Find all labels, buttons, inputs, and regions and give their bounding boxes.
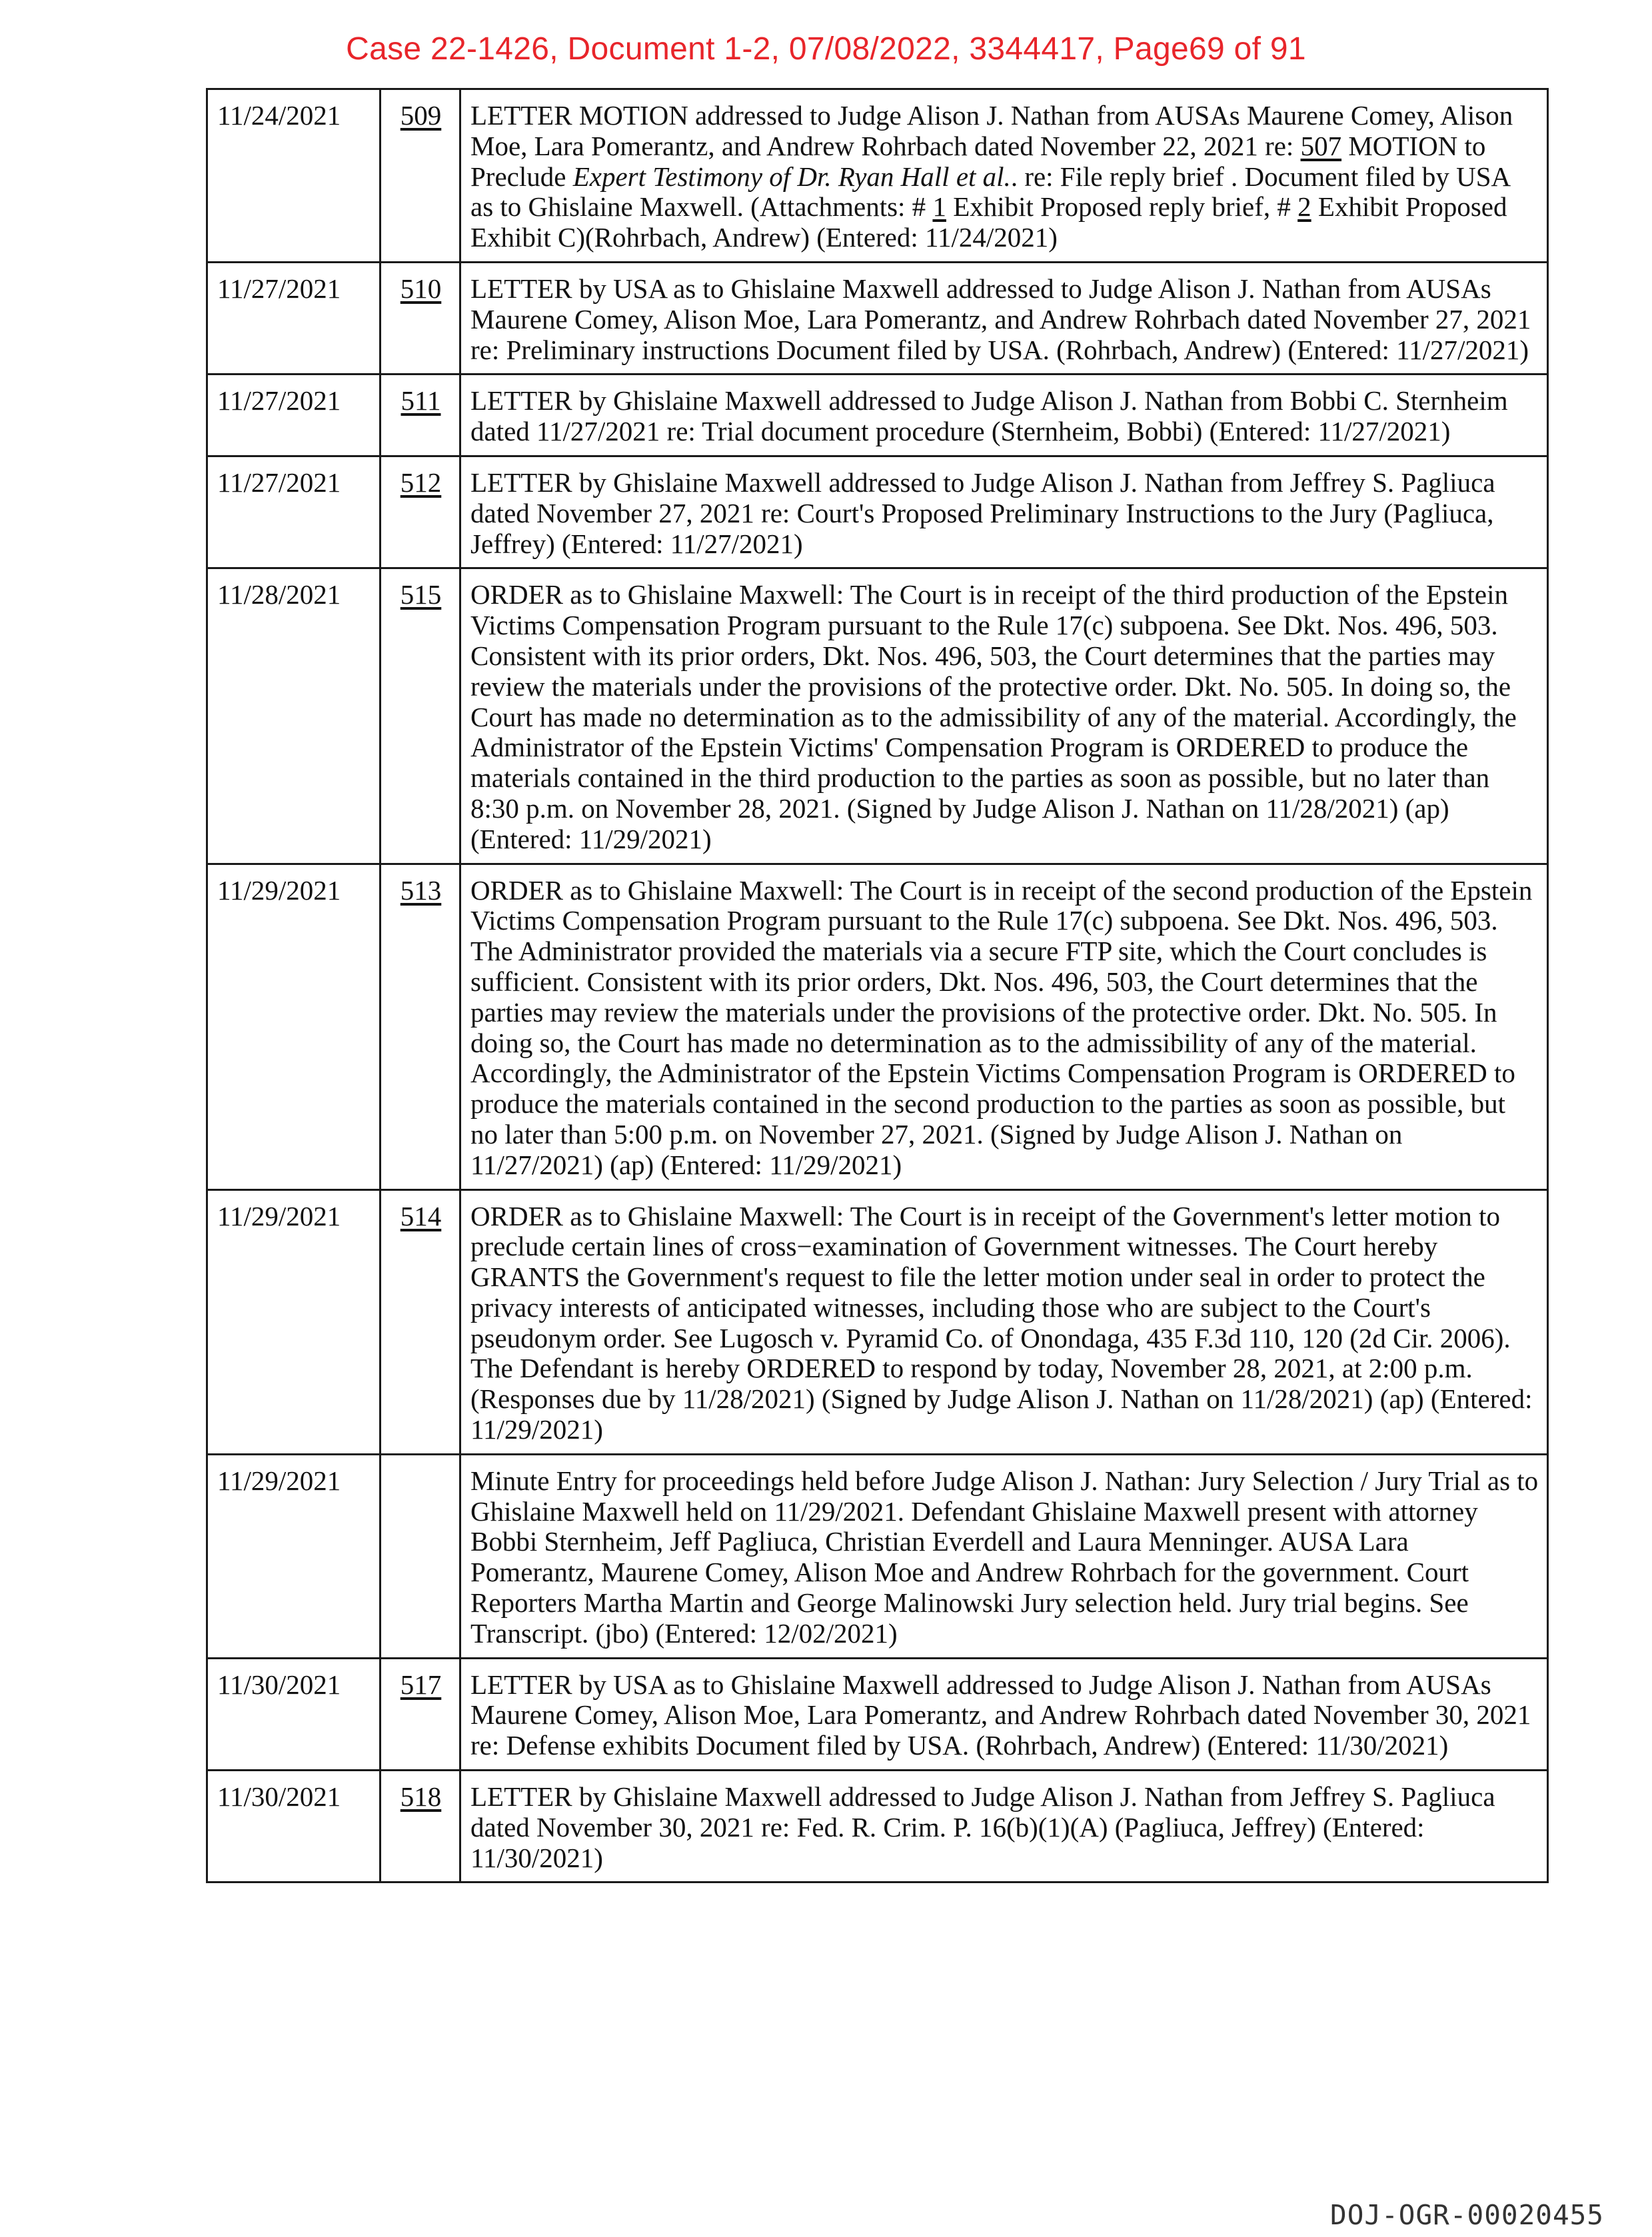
docket-number-link[interactable]: 509 [400, 100, 442, 131]
entry-italic-text: Expert Testimony of Dr. Ryan Hall et al. [572, 161, 1011, 192]
entry-date: 11/29/2021 [207, 1189, 381, 1454]
entry-date: 11/24/2021 [207, 89, 381, 263]
entry-text: Minute Entry for proceedings held before Judge Alison J. Nathan: Jury Selection / Jury Trial as to Ghislaine Maxwell held on 11/29/2021. Defendant Ghislaine Maxwell present with attorney Bobbi Sternheim, Jeff Pagliuca, Christian Everdell and Laura Menninger. AUSA Lara Pomerantz, Maurene Comey, Alison Moe and Andrew Rohrbach for the government. Court Reporters Martha Martin and George Malinowski Jury selection held. Jury trial begins. See Transcript. (jbo) (Entered: 12/02/2021) [460, 1454, 1548, 1658]
entry-date: 11/28/2021 [207, 568, 381, 864]
entry-date: 11/30/2021 [207, 1771, 381, 1882]
docket-number-link[interactable]: 517 [400, 1669, 442, 1700]
entry-text: ORDER as to Ghislaine Maxwell: The Court is in receipt of the third production of the Epstein Victims Compensation Program pursuant to the Rule 17(c) subpoena. See Dkt. Nos. 496, 503. Consistent with its prior orders, Dkt. Nos. 496, 503, the Court determines that the parties may review the materials under the provisions of the protective order. Dkt. No. 505. In doing so, the Court has made no determination as to the admissibility of any of the material. Accordingly, the Administrator of the Epstein Victims' Compensation Program is ORDERED to produce the materials contained in the third production to the parties as soon as possible, but no later than 8:30 p.m. on November 28, 2021. (Signed by Judge Alison J. Nathan on 11/28/2021) (ap) (Entered: 11/29/2021) [460, 568, 1548, 864]
entry-text: ORDER as to Ghislaine Maxwell: The Court is in receipt of the second production of the Epstein Victims Compensation Program pursuant to the Rule 17(c) subpoena. See Dkt. Nos. 496, 503. The Administrator provided the materials via a secure FTP site, which the Court concludes is sufficient. Consistent with its prior orders, Dkt. Nos. 496, 503, the Court determines that the parties may review the materials under the provisions of the protective order. Dkt. No. 505. In doing so, the Court has made no determination as to the admissibility of any of the material. Accordingly, the Administrator of the Epstein Victims Compensation Program is ORDERED to produce the materials contained in the second production to the parties as soon as possible, but no later than 5:00 p.m. on November 27, 2021. (Signed by Judge Alison J. Nathan on 11/27/2021) (ap) (Entered: 11/29/2021) [460, 864, 1548, 1189]
docket-number-link[interactable]: 513 [400, 874, 442, 906]
entry-text: LETTER MOTION addressed to Judge Alison J. Nathan from AUSAs Maurene Comey, Alison Moe, Lara Pomerantz, and Andrew Rohrbach dated November 22, 2021 re: 507 MOTION to Preclude Expert Testimony of Dr. Ryan Hall et al.. re: File reply brief . Document filed by USA as to Ghislaine Maxwell. (Attachments: # 1 Exhibit Proposed reply brief, # 2 Exhibit Proposed Exhibit C)(Rohrbach, Andrew) (Entered: 11/24/2021) [460, 89, 1548, 263]
docket-row [207, 864, 1548, 1189]
entry-date: 11/27/2021 [207, 374, 381, 456]
bates-number: DOJ-OGR-00020455 [1330, 2199, 1604, 2231]
docket-table [206, 88, 1549, 1883]
docket-reference-link[interactable]: 507 [1300, 130, 1342, 161]
docket-number-link[interactable]: 518 [400, 1781, 442, 1813]
entry-text: LETTER by Ghislaine Maxwell addressed to Judge Alison J. Nathan from Jeffrey S. Pagliuca dated November 27, 2021 re: Court's Proposed Preliminary Instructions to the Jury (Pagliuca, Jeffrey) (Entered: 11/27/2021) [460, 456, 1548, 568]
entry-date: 11/27/2021 [207, 456, 381, 568]
docket-row [207, 374, 1548, 456]
docket-row [207, 1454, 1548, 1658]
docket-number-link[interactable]: 515 [400, 579, 442, 610]
attachment-link[interactable]: 2 [1297, 191, 1311, 223]
docket-row [207, 1771, 1548, 1882]
docket-row [207, 1189, 1548, 1454]
entry-text: ORDER as to Ghislaine Maxwell: The Court is in receipt of the Government's letter motion to preclude certain lines of cross−examination of Government witnesses. The Court hereby GRANTS the Government's request to file the letter motion under seal in order to protect the privacy interests of anticipated witnesses, including those who are subject to the Court's pseudonym order. See Lugosch v. Pyramid Co. of Onondaga, 435 F.3d 110, 120 (2d Cir. 2006). The Defendant is hereby ORDERED to respond by today, November 28, 2021, at 2:00 p.m. (Responses due by 11/28/2021) (Signed by Judge Alison J. Nathan on 11/28/2021) (ap) (Entered: 11/29/2021) [460, 1189, 1548, 1454]
entry-date: 11/30/2021 [207, 1658, 381, 1770]
docket-row [207, 262, 1548, 374]
docket-number-link[interactable]: 510 [400, 273, 442, 304]
entry-text: LETTER by Ghislaine Maxwell addressed to Judge Alison J. Nathan from Bobbi C. Sternheim dated 11/27/2021 re: Trial document procedure (Sternheim, Bobbi) (Entered: 11/27/2021) [460, 374, 1548, 456]
entry-text: LETTER by USA as to Ghislaine Maxwell addressed to Judge Alison J. Nathan from AUSAs Maurene Comey, Alison Moe, Lara Pomerantz, and Andrew Rohrbach dated November 30, 2021 re: Defense exhibits Document filed by USA. (Rohrbach, Andrew) (Entered: 11/30/2021) [460, 1658, 1548, 1770]
case-header: Case 22-1426, Document 1-2, 07/08/2022, 3344417, Page69 of 91 [346, 31, 1306, 67]
docket-row [207, 568, 1548, 864]
docket-row [207, 456, 1548, 568]
docket-row [207, 1658, 1548, 1770]
entry-date: 11/29/2021 [207, 864, 381, 1189]
entry-date: 11/29/2021 [207, 1454, 381, 1658]
docket-row [207, 89, 1548, 263]
entry-text: LETTER by USA as to Ghislaine Maxwell addressed to Judge Alison J. Nathan from AUSAs Maurene Comey, Alison Moe, Lara Pomerantz, and Andrew Rohrbach dated November 27, 2021 re: Preliminary instructions Document filed by USA. (Rohrbach, Andrew) (Entered: 11/27/2021) [460, 262, 1548, 374]
docket-number-link[interactable]: 512 [400, 466, 442, 498]
entry-text: LETTER by Ghislaine Maxwell addressed to Judge Alison J. Nathan from Jeffrey S. Pagliuca dated November 30, 2021 re: Fed. R. Crim. P. 16(b)(1)(A) (Pagliuca, Jeffrey) (Entered: 11/30/2021) [460, 1771, 1548, 1882]
docket-number-link[interactable]: 511 [401, 385, 441, 416]
attachment-link[interactable]: 1 [932, 191, 946, 223]
entry-date: 11/27/2021 [207, 262, 381, 374]
docket-number-link[interactable]: 514 [400, 1200, 442, 1231]
docket-number-empty [381, 1454, 460, 1658]
